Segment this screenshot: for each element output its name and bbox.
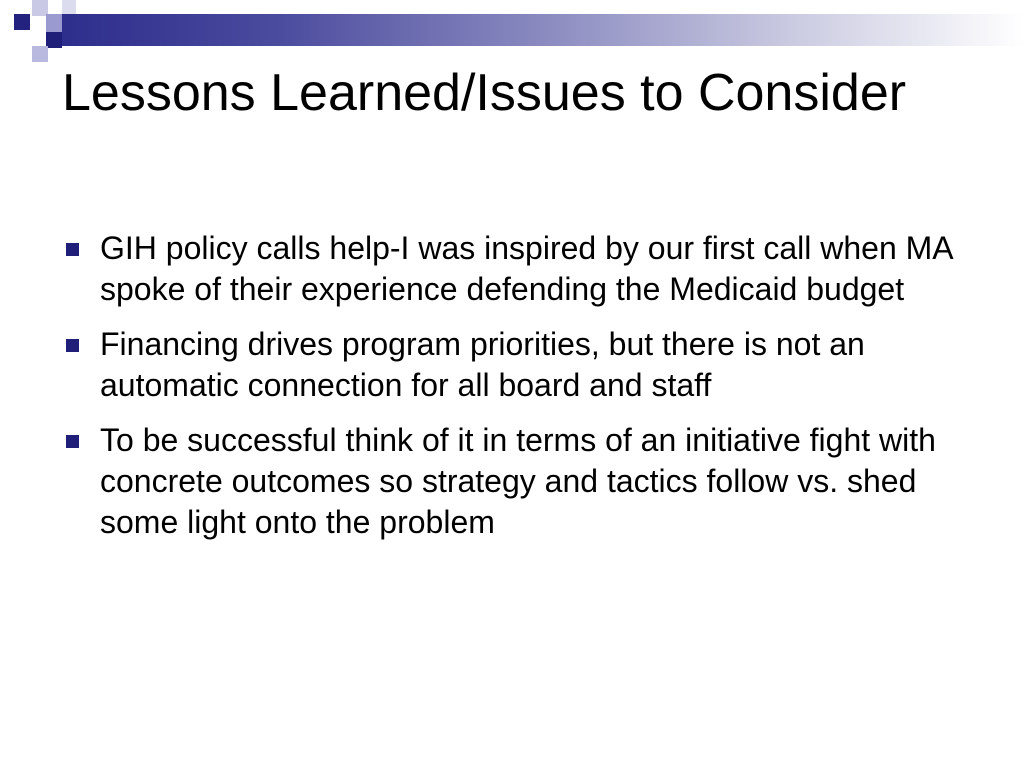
square-bullet-icon: [66, 339, 79, 352]
bullet-item: [64, 324, 964, 406]
decorative-square-icon: [62, 0, 76, 14]
bullet-item: [64, 228, 964, 310]
decorative-square-icon: [46, 32, 62, 48]
bullet-text: GIH policy calls help-I was inspired by our first call when MA spoke of their experience defending the Medicaid budget: [100, 230, 952, 307]
bullet-text: To be successful think of it in terms of an initiative fight with concrete outcomes so strategy and tactics follow vs. shed some light onto the problem: [100, 422, 936, 540]
decorative-square-icon: [46, 14, 62, 32]
header-gradient-bar: [60, 14, 1024, 46]
bullet-item: [64, 420, 964, 543]
decorative-square-icon: [32, 46, 48, 62]
square-bullet-icon: [66, 435, 79, 448]
square-bullet-icon: [66, 243, 79, 256]
bullet-list: [64, 228, 964, 557]
bullet-text: Financing drives program priorities, but there is not an automatic connection for all board and staff: [100, 326, 865, 403]
decorative-square-icon: [14, 14, 30, 30]
slide-title: Lessons Learned/Issues to Consider: [62, 64, 907, 122]
